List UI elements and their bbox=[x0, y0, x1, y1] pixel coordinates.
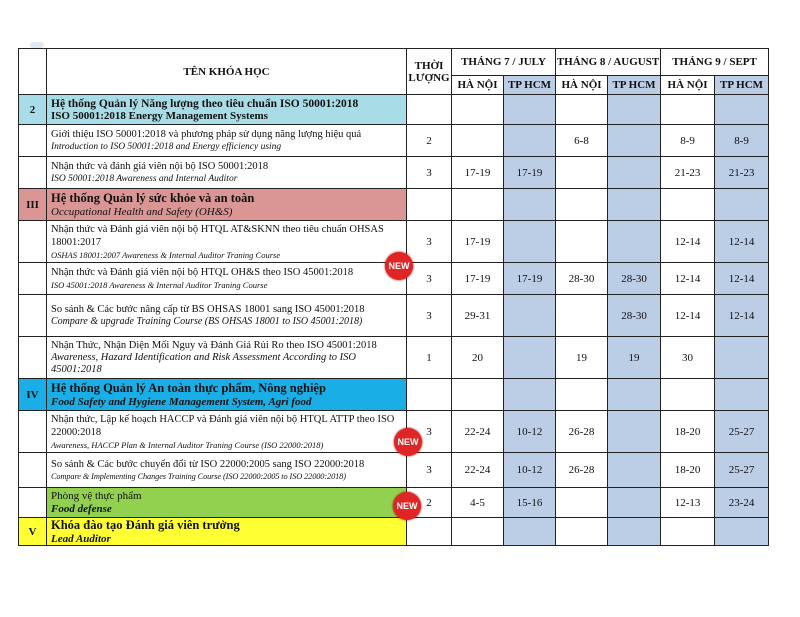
course-title-en: ISO 50001:2018 Awareness and Internal Auditor bbox=[51, 174, 238, 184]
header-month-august: THÁNG 8 / AUGUST bbox=[556, 49, 661, 76]
course-cell bbox=[47, 295, 407, 337]
course-title-en: ISO 45001:2018 Awareness & Internal Auditor Traning Course bbox=[51, 280, 268, 290]
section-title-vi: Khóa đào tạo Đánh giá viên trưởng bbox=[51, 518, 240, 532]
duration-value: 3 bbox=[407, 411, 452, 453]
section-title-cell bbox=[47, 518, 407, 546]
header-index-cell bbox=[19, 49, 47, 95]
aug-tphcm-date bbox=[608, 157, 661, 189]
course-title-en: Awareness, Hazard Identification and Risk Assessment According to ISO 45001:2018 bbox=[51, 352, 356, 375]
header-duration: THỜI LƯỢNG bbox=[407, 49, 452, 95]
course-cell bbox=[47, 488, 407, 518]
sep-hanoi-date: 12-14 bbox=[661, 263, 715, 295]
section-number: III bbox=[19, 189, 47, 221]
sep-tphcm-date: 21-23 bbox=[715, 157, 769, 189]
duration-value: 2 bbox=[407, 125, 452, 157]
course-cell bbox=[47, 125, 407, 157]
duration-value: 3 bbox=[407, 221, 452, 263]
jul-hanoi-date: 22-24 bbox=[452, 411, 504, 453]
aug-tphcm-date: 28-30 bbox=[608, 295, 661, 337]
section-title-vi: Hệ thống Quản lý sức khỏe và an toàn bbox=[51, 191, 255, 205]
aug-hanoi-date bbox=[556, 157, 608, 189]
jul-tphcm-date: 17-19 bbox=[504, 157, 556, 189]
section-number: V bbox=[19, 518, 47, 546]
jul-hanoi-date bbox=[452, 125, 504, 157]
sep-tphcm-date: 23-24 bbox=[715, 488, 769, 518]
course-title-vi: Nhận thức và Đánh giá viên nội bộ HTQL OH&S theo ISO 45001:2018 bbox=[51, 267, 354, 278]
course-cell bbox=[47, 221, 407, 263]
new-badge: NEW bbox=[394, 428, 422, 456]
jul-hanoi-date: 22-24 bbox=[452, 453, 504, 488]
sep-tphcm-date: 12-14 bbox=[715, 221, 769, 263]
course-title-vi: Nhận thức và Đánh giá viên nội bộ HTQL AT&SKNN theo tiêu chuẩn OHSAS 18001:2017 bbox=[51, 223, 384, 248]
course-title-en: Compare & upgrade Training Course (BS OHSAS 18001 to ISO 45001:2018) bbox=[51, 316, 363, 327]
sep-tphcm-date bbox=[715, 337, 769, 379]
sep-hanoi-date: 12-13 bbox=[661, 488, 715, 518]
sep-tphcm-date: 12-14 bbox=[715, 263, 769, 295]
jul-tphcm-date: 10-12 bbox=[504, 411, 556, 453]
jul-hanoi-date: 4-5 bbox=[452, 488, 504, 518]
sep-hanoi-date: 21-23 bbox=[661, 157, 715, 189]
sep-tphcm-date: 8-9 bbox=[715, 125, 769, 157]
course-cell bbox=[47, 411, 407, 453]
section-number: IV bbox=[19, 379, 47, 411]
section-row-energy bbox=[19, 95, 769, 125]
table-row bbox=[19, 125, 769, 157]
sep-hanoi-date: 12-14 bbox=[661, 295, 715, 337]
aug-hanoi-date: 28-30 bbox=[556, 263, 608, 295]
course-title-vi: So sánh & Các bước chuyển đổi từ ISO 22000:2005 sang ISO 22000:2018 bbox=[51, 458, 365, 470]
course-title-en: OSHAS 18001:2007 Awareness & Internal Auditor Traning Course bbox=[51, 249, 281, 260]
aug-hanoi-date: 26-28 bbox=[556, 453, 608, 488]
aug-hanoi-date bbox=[556, 295, 608, 337]
training-schedule-table bbox=[18, 48, 769, 546]
header-sep-tphcm: TP HCM bbox=[715, 76, 769, 95]
jul-tphcm-date: 15-16 bbox=[504, 488, 556, 518]
aug-tphcm-date bbox=[608, 488, 661, 518]
jul-hanoi-date: 29-31 bbox=[452, 295, 504, 337]
new-badge: NEW bbox=[393, 492, 421, 520]
sep-hanoi-date: 18-20 bbox=[661, 453, 715, 488]
aug-hanoi-date bbox=[556, 488, 608, 518]
jul-hanoi-date: 17-19 bbox=[452, 221, 504, 263]
course-title-vi: Nhận thức và đánh giá viên nội bộ ISO 50001:2018 bbox=[51, 161, 269, 172]
section-title-en: ISO 50001:2018 Energy Management Systems bbox=[51, 109, 268, 122]
course-title-vi: Phòng vệ thực phẩm bbox=[51, 490, 142, 502]
course-title-vi: Giới thiệu ISO 50001:2018 và phương pháp sử dụng năng lượng hiệu quả bbox=[51, 129, 362, 140]
sep-hanoi-date: 18-20 bbox=[661, 411, 715, 453]
sep-tphcm-date: 12-14 bbox=[715, 295, 769, 337]
course-title-en: Compare & Implementing Changes Training Course (ISO 22000:2005 to ISO 22000:2018) bbox=[51, 471, 346, 481]
aug-tphcm-date: 28-30 bbox=[608, 263, 661, 295]
jul-tphcm-date: 10-12 bbox=[504, 453, 556, 488]
table-row bbox=[19, 411, 769, 453]
course-cell bbox=[47, 157, 407, 189]
duration-value: 2 bbox=[407, 488, 452, 518]
jul-hanoi-date: 17-19 bbox=[452, 157, 504, 189]
header-jul-tphcm: TP HCM bbox=[504, 76, 556, 95]
section-title-vi: Hệ thống Quản lý Năng lượng theo tiêu chuẩn ISO 50001:2018 bbox=[51, 97, 359, 110]
table-row bbox=[19, 295, 769, 337]
section-row-food-safety bbox=[19, 379, 769, 411]
section-title-en: Lead Auditor bbox=[51, 533, 111, 545]
course-title-en: Awareness, HACCP Plan & Internal Auditor Traning Course (ISO 22000:2018) bbox=[51, 439, 324, 450]
sep-tphcm-date: 25-27 bbox=[715, 411, 769, 453]
table-row bbox=[19, 157, 769, 189]
section-row-lead-auditor bbox=[19, 518, 769, 546]
course-cell bbox=[47, 337, 407, 379]
course-cell bbox=[47, 263, 407, 295]
header-course-name: TÊN KHÓA HỌC bbox=[47, 49, 407, 95]
header-jul-hanoi: HÀ NỘI bbox=[452, 76, 504, 95]
sep-hanoi-date: 8-9 bbox=[661, 125, 715, 157]
duration-value: 3 bbox=[407, 263, 452, 295]
course-title-vi: Nhận Thức, Nhận Diện Mối Nguy và Đánh Giá Rủi Ro theo ISO 45001:2018 bbox=[51, 340, 377, 351]
duration-value: 3 bbox=[407, 295, 452, 337]
course-cell bbox=[47, 453, 407, 488]
aug-tphcm-date bbox=[608, 125, 661, 157]
aug-tphcm-date bbox=[608, 221, 661, 263]
jul-tphcm-date bbox=[504, 295, 556, 337]
course-title-en: Introduction to ISO 50001:2018 and Energy efficiency using bbox=[51, 142, 282, 152]
header-sep-hanoi: HÀ NỘI bbox=[661, 76, 715, 95]
jul-hanoi-date: 20 bbox=[452, 337, 504, 379]
section-title-en: Food Safety and Hygiene Management System, Agri food bbox=[51, 396, 312, 408]
aug-tphcm-date bbox=[608, 453, 661, 488]
table-row bbox=[19, 453, 769, 488]
header-row-months bbox=[19, 49, 769, 76]
aug-hanoi-date: 26-28 bbox=[556, 411, 608, 453]
header-month-july: THÁNG 7 / JULY bbox=[452, 49, 556, 76]
header-aug-hanoi: HÀ NỘI bbox=[556, 76, 608, 95]
aug-tphcm-date: 19 bbox=[608, 337, 661, 379]
aug-hanoi-date: 19 bbox=[556, 337, 608, 379]
section-title-cell bbox=[47, 95, 407, 125]
duration-value: 1 bbox=[407, 337, 452, 379]
aug-hanoi-date bbox=[556, 221, 608, 263]
course-title-vi: Nhận thức, Lập kế hoạch HACCP và Đánh giá viên nội bộ HTQL ATTP theo ISO 22000:2018 bbox=[51, 413, 395, 438]
header-aug-tphcm: TP HCM bbox=[608, 76, 661, 95]
section-title-en: Occupational Health and Safety (OH&S) bbox=[51, 206, 233, 218]
duration-value: 3 bbox=[407, 157, 452, 189]
section-title-vi: Hệ thống Quản lý An toàn thực phẩm, Nông nghiệp bbox=[51, 381, 326, 395]
aug-hanoi-date: 6-8 bbox=[556, 125, 608, 157]
section-title-cell bbox=[47, 379, 407, 411]
header-month-sept: THÁNG 9 / SEPT bbox=[661, 49, 769, 76]
sep-hanoi-date: 12-14 bbox=[661, 221, 715, 263]
sep-hanoi-date: 30 bbox=[661, 337, 715, 379]
aug-tphcm-date bbox=[608, 411, 661, 453]
jul-hanoi-date: 17-19 bbox=[452, 263, 504, 295]
jul-tphcm-date bbox=[504, 125, 556, 157]
section-number: 2 bbox=[19, 95, 47, 125]
sep-tphcm-date: 25-27 bbox=[715, 453, 769, 488]
table-row bbox=[19, 337, 769, 379]
new-badge: NEW bbox=[385, 252, 413, 280]
jul-tphcm-date bbox=[504, 221, 556, 263]
section-row-ohs bbox=[19, 189, 769, 221]
jul-tphcm-date bbox=[504, 337, 556, 379]
jul-tphcm-date: 17-19 bbox=[504, 263, 556, 295]
duration-value: 3 bbox=[407, 453, 452, 488]
section-title-cell bbox=[47, 189, 407, 221]
course-title-en: Food defense bbox=[51, 503, 112, 515]
course-title-vi: So sánh & Các bước nâng cấp từ BS OHSAS 18001 sang ISO 45001:2018 bbox=[51, 304, 365, 315]
